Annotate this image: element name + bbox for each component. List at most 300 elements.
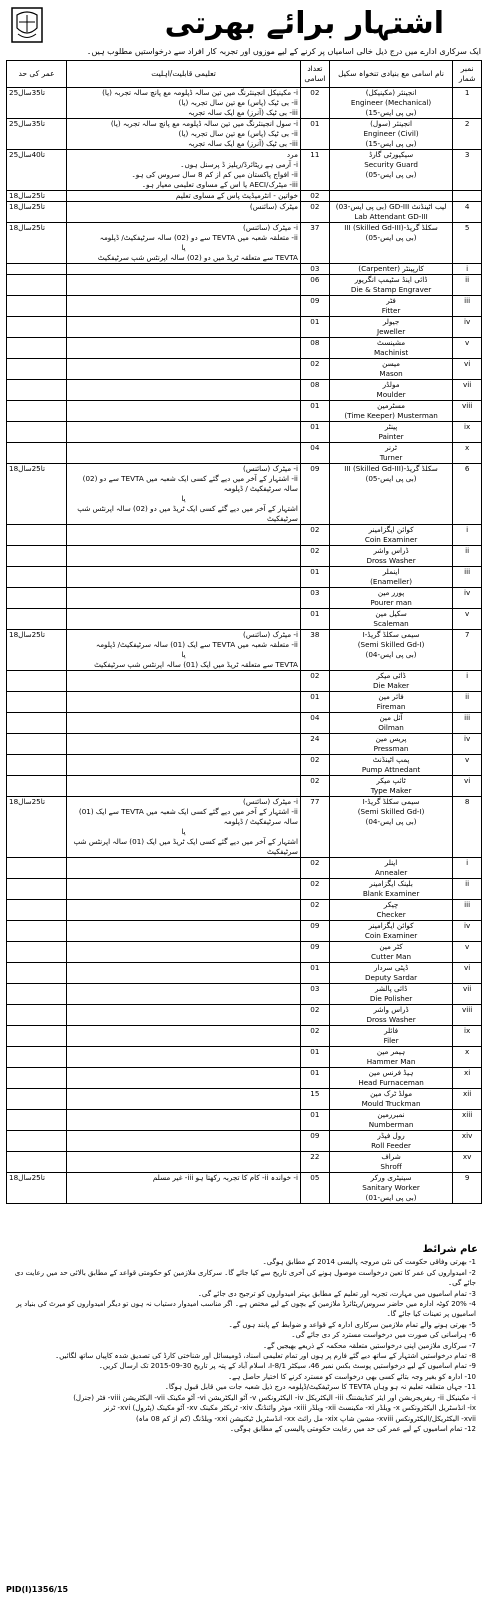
page-title: اشتہار برائے بھرتی	[164, 6, 444, 41]
age-limit-cell	[7, 296, 67, 317]
post-name-english: Die & Stamp Engraver	[350, 285, 432, 294]
post-name-english: Checker	[376, 910, 406, 919]
post-name-cell	[329, 1047, 453, 1068]
qualification-cell	[67, 317, 301, 338]
qualification-line: ii- بی ٹیک (پاس) مع تین سال تجربہ (یا)	[178, 98, 298, 107]
post-name-english: Security Guard	[364, 160, 418, 169]
age-limit-cell	[7, 443, 67, 464]
qualification-cell	[67, 223, 301, 264]
quantity-cell: 01	[300, 119, 329, 150]
post-name-cell	[329, 401, 453, 422]
terms-heading: عام شرائط	[422, 1244, 478, 1255]
post-name-urdu: سیمی سکلڈ گریڈ-I	[362, 797, 420, 806]
qualification-line: اشتہار کے آخر میں دیے گئے کسی ایک ٹریڈ میں ایک (01) سالہ اپرنٹس شپ سرٹیفکیٹ	[73, 837, 298, 856]
quantity-cell: 05	[300, 1173, 329, 1204]
serial-cell: vii	[453, 984, 482, 1005]
post-name-urdu: میسن	[382, 359, 401, 368]
age-limit-cell	[7, 1089, 67, 1110]
header-post-name: نام اسامی مع بنیادی تنخواہ سکیل	[329, 61, 453, 88]
qualification-cell	[67, 755, 301, 776]
serial-cell: xiii	[453, 1110, 482, 1131]
table-row	[7, 275, 482, 296]
table-row	[7, 609, 482, 630]
post-name-urdu: ڈائی اینڈ سٹیمپ انگریور	[354, 275, 428, 284]
age-limit-cell	[7, 858, 67, 879]
age-limit-cell	[7, 671, 67, 692]
post-name-urdu: سینیٹری ورکر	[370, 1173, 412, 1182]
serial-cell: iii	[453, 713, 482, 734]
post-name-cell	[329, 191, 453, 202]
term-item: xvii- الیکٹریکل/الیکٹرونکس xviii- مشین شاپ xix- مل رائٹ xx- انڈسٹریل ٹیکنیشن xxi- ویلڈنگ (کم از کم 08 ماہ)	[135, 1414, 476, 1423]
qualification-line: i- خواندہ ii- کام کا تجربہ رکھتا ہو iii- غیر مسلم	[152, 1173, 298, 1182]
qualification-cell	[67, 191, 301, 202]
quantity-cell: 09	[300, 942, 329, 963]
post-name-cell	[329, 879, 453, 900]
post-name-cell	[329, 1026, 453, 1047]
age-limit-cell	[7, 525, 67, 546]
table-row	[7, 671, 482, 692]
post-name-english: Lab Attendant GD-III	[354, 212, 428, 221]
table-row	[7, 264, 482, 275]
post-name-urdu: پریس مین	[375, 734, 407, 743]
quantity-cell: 04	[300, 443, 329, 464]
qualification-cell	[67, 1173, 301, 1204]
serial-cell: xiv	[453, 1131, 482, 1152]
quantity-cell: 38	[300, 630, 329, 671]
post-name-urdu: اینملر	[382, 567, 400, 576]
age-limit-cell	[7, 588, 67, 609]
age-limit-cell: 18تا25سال	[7, 797, 67, 858]
qualification-cell	[67, 1005, 301, 1026]
post-name-cell	[329, 443, 453, 464]
post-name-english: Pump Attnedant	[361, 765, 421, 774]
quantity-cell: 02	[300, 671, 329, 692]
qualification-cell	[67, 797, 301, 858]
age-limit-cell	[7, 1068, 67, 1089]
age-limit-cell	[7, 942, 67, 963]
age-limit-cell	[7, 317, 67, 338]
qualification-cell	[67, 776, 301, 797]
post-name-cell	[329, 609, 453, 630]
qualification-line: iii- میٹرک/AECI یا اس کے مساوی تعلیمی معیار ہو۔	[141, 180, 298, 189]
serial-cell: ii	[453, 275, 482, 296]
post-name-urdu: سیکیورٹی گارڈ	[369, 150, 414, 159]
age-limit-cell	[7, 359, 67, 380]
post-name-urdu: ڈراس واشر	[373, 546, 409, 555]
post-name-english: Sanitary Worker	[362, 1183, 420, 1192]
quantity-cell: 02	[300, 1026, 329, 1047]
quantity-cell: 09	[300, 921, 329, 942]
serial-cell: 7	[453, 630, 482, 671]
term-item: ix- انڈسٹریل الیکٹرونکس x- ویلڈر xi- مکینسٹ xii- ویلڈر xiii- موٹر وائنڈنگ xiv- ٹریکٹر مکینک xv- آٹو مکینک (پٹرول) xvi- ٹرنر	[103, 1404, 476, 1413]
serial-cell: iv	[453, 921, 482, 942]
term-item: 5- بھرتی ہونے والے تمام ملازمین سرکاری ادارہ کے قواعد و ضوابط کے پابند ہوں گے۔	[228, 1320, 476, 1329]
table-row	[7, 191, 482, 202]
qualification-cell	[67, 567, 301, 588]
serial-cell: 8	[453, 797, 482, 858]
post-name-cell	[329, 380, 453, 401]
serial-cell: 1	[453, 88, 482, 119]
post-name-english: Fireman	[376, 702, 406, 711]
table-row	[7, 443, 482, 464]
post-name-urdu: ڈائی پالشر	[374, 984, 408, 993]
post-name-urdu: سکیل مین	[375, 609, 407, 618]
quantity-cell: 02	[300, 525, 329, 546]
post-name-cell	[329, 119, 453, 150]
post-name-urdu: انجینئر (مکینیکل)	[365, 88, 417, 97]
qualification-cell	[67, 1131, 301, 1152]
qualification-cell	[67, 275, 301, 296]
post-name-urdu: ڈراس واشر	[373, 1005, 409, 1014]
quantity-cell: 11	[300, 150, 329, 191]
post-name-english: Head Furnaceman	[358, 1078, 424, 1087]
age-limit-cell	[7, 546, 67, 567]
qualification-line: ii- بی ٹیک (پاس) مع تین سال تجربہ (یا)	[178, 129, 298, 138]
qualification-cell	[67, 464, 301, 525]
table-row	[7, 734, 482, 755]
qualification-line: یا	[181, 243, 186, 252]
age-limit-cell	[7, 609, 67, 630]
qualification-line: i- مکینیکل انجینئرنگ میں تین سالہ ڈپلومہ مع پانچ سالہ تجربہ (یا)	[102, 88, 298, 97]
vacancies-table	[6, 60, 482, 1204]
post-name-english: Hammer Man	[366, 1057, 416, 1066]
serial-cell: viii	[453, 1005, 482, 1026]
qualification-cell	[67, 202, 301, 223]
age-limit-cell: 18تا25سال	[7, 202, 67, 223]
table-row	[7, 1131, 482, 1152]
quantity-cell: 01	[300, 1047, 329, 1068]
age-limit-cell	[7, 401, 67, 422]
age-limit-cell	[7, 1152, 67, 1173]
quantity-cell: 04	[300, 713, 329, 734]
serial-cell: iii	[453, 567, 482, 588]
post-name-urdu: مسٹرمین	[377, 401, 405, 410]
post-name-urdu: کٹر مین	[379, 942, 403, 951]
post-name-cell	[329, 546, 453, 567]
post-name-urdu: فٹر	[386, 296, 396, 305]
serial-cell: 4	[453, 202, 482, 223]
age-limit-cell: 25تا40سال	[7, 150, 67, 191]
serial-cell: xii	[453, 1089, 482, 1110]
header-quantity: تعداد اسامی	[300, 61, 329, 88]
post-name-english: Coin Examiner	[364, 931, 418, 940]
qualification-line: ii- افواج پاکستان میں کم از کم 8 سال سروس کی ہو۔	[131, 170, 298, 179]
quantity-cell: 01	[300, 422, 329, 443]
quantity-cell: 02	[300, 755, 329, 776]
post-name-english: Painter	[378, 432, 404, 441]
qualification-line: i- میٹرک (سائنس)	[243, 797, 298, 806]
serial-cell: iii	[453, 296, 482, 317]
post-name-cell	[329, 1173, 453, 1204]
post-name-cell	[329, 1110, 453, 1131]
qualification-cell	[67, 1110, 301, 1131]
post-name-cell	[329, 202, 453, 223]
table-body	[7, 88, 482, 1204]
table-row	[7, 380, 482, 401]
age-limit-cell	[7, 338, 67, 359]
post-name-cell	[329, 1131, 453, 1152]
table-row	[7, 630, 482, 671]
post-name-cell	[329, 942, 453, 963]
post-name-cell	[329, 88, 453, 119]
qualification-cell	[67, 963, 301, 984]
term-item: 12- تمام اسامیوں کے لیے عمر کی حد میں رعایت حکومتی پالیسی کے مطابق ہوگی۔	[229, 1424, 476, 1433]
quantity-cell: 77	[300, 797, 329, 858]
post-name-cell	[329, 858, 453, 879]
table-row	[7, 984, 482, 1005]
post-name-urdu: آئل مین	[379, 713, 403, 722]
qualification-line: TEVTA سے متعلقہ ٹریڈ میں دو (02) سالہ اپرنٹس شپ سرٹیفکیٹ	[97, 253, 298, 262]
term-item: 11- جہاں متعلقہ تعلیم نہ ہو وہاں TEVTA کا سرٹیفکیٹ/ڈپلومہ درج ذیل شعبہ جات میں قابل قبول ہوگا۔	[164, 1383, 476, 1392]
qualification-line: مرد	[286, 150, 298, 159]
post-name-cell	[329, 900, 453, 921]
table-row	[7, 150, 482, 191]
post-name-english: Type Maker	[370, 786, 412, 795]
qualification-cell	[67, 879, 301, 900]
post-name-cell	[329, 1068, 453, 1089]
term-item: 10- ادارہ کو بغیر وجہ بتائے کسی بھی درخواست کو مسترد کرنے کا اختیار حاصل ہے۔	[228, 1372, 476, 1381]
post-name-english: Engineer (Civil)	[363, 129, 419, 138]
general-terms	[6, 1245, 482, 1575]
qualification-line: iii- بی ٹیک (آنرز) مع ایک سالہ تجربہ	[188, 139, 298, 148]
age-limit-cell: 18تا25سال	[7, 464, 67, 525]
term-item: 8- تمام درخواستیں اشتہار کے ساتھ دیے گئے فارم پر ہوں اور تمام تعلیمی اسناد، ڈومیسائل اور شناختی کارڈ کی تصدیق شدہ کاپیاں ساتھ لگائیں۔	[55, 1352, 476, 1361]
quantity-cell: 08	[300, 380, 329, 401]
post-name-cell	[329, 671, 453, 692]
post-name-urdu: سیمی سکلڈ گریڈ-I	[362, 630, 420, 639]
table-row	[7, 338, 482, 359]
qualification-cell	[67, 88, 301, 119]
qualification-cell	[67, 630, 301, 671]
pay-scale: (بی پی ایس-05)	[365, 170, 417, 179]
pay-scale: (بی پی ایس-01)	[365, 1193, 417, 1202]
qualification-cell	[67, 422, 301, 443]
serial-cell: i	[453, 671, 482, 692]
quantity-cell: 24	[300, 734, 329, 755]
qualification-cell	[67, 264, 301, 275]
quantity-cell: 02	[300, 359, 329, 380]
quantity-cell: 02	[300, 776, 329, 797]
quantity-cell: 06	[300, 275, 329, 296]
post-name-english: Die Maker	[372, 681, 410, 690]
quantity-cell: 01	[300, 1110, 329, 1131]
quantity-cell: 01	[300, 401, 329, 422]
pay-scale: (بی پی ایس-04)	[365, 817, 417, 826]
qualification-cell	[67, 921, 301, 942]
serial-cell: xv	[453, 1152, 482, 1173]
qualification-cell	[67, 150, 301, 191]
table-row	[7, 1005, 482, 1026]
table-row	[7, 776, 482, 797]
serial-cell: viii	[453, 401, 482, 422]
post-name-english: Cutter Man	[371, 952, 412, 961]
serial-cell: 9	[453, 1173, 482, 1204]
qualification-cell	[67, 296, 301, 317]
post-name-english: Blank Examiner	[362, 889, 420, 898]
pay-scale: (بی پی ایس-05)	[365, 474, 417, 483]
post-name-urdu: انجینئر (سول)	[370, 119, 413, 128]
post-name-english: (Enameller)	[370, 577, 413, 586]
qualification-line: ii- اشتہار کے آخر میں دیے گئے کسی ایک شعبہ میں TEVTA سے ایک (01) سالہ سرٹیفکیٹ / ڈپلومہ	[78, 807, 298, 826]
quantity-cell: 08	[300, 338, 329, 359]
table-row	[7, 401, 482, 422]
age-limit-cell: 18تا25سال	[7, 1173, 67, 1204]
pay-scale: (بی پی ایس-15)	[365, 139, 417, 148]
term-item: 3- تمام اسامیوں میں مہارت، تجربہ اور تعلیم کے مطابق بہتر امیدواروں کو ترجیح دی جائے گی۔	[197, 1289, 476, 1298]
post-name-cell	[329, 776, 453, 797]
qualification-line: ii- متعلقہ شعبہ میں TEVTA سے دو (02) سالہ سرٹیفکیٹ/ ڈپلومہ	[99, 233, 298, 242]
quantity-cell: 02	[300, 202, 329, 223]
post-name-english: Pressman	[373, 744, 409, 753]
age-limit-cell	[7, 567, 67, 588]
post-name-urdu: اینلر	[384, 858, 398, 867]
quantity-cell: 09	[300, 296, 329, 317]
qualification-line: i- آرمی ہے ریٹائرڈ/ریلیز ڈ پرسنل ہوں۔	[180, 160, 298, 169]
serial-cell: vi	[453, 963, 482, 984]
qualification-cell	[67, 525, 301, 546]
serial-cell: x	[453, 1047, 482, 1068]
quantity-cell: 02	[300, 1005, 329, 1026]
pay-scale: (بی پی ایس-15)	[365, 108, 417, 117]
quantity-cell: 02	[300, 858, 329, 879]
serial-cell: v	[453, 338, 482, 359]
age-limit-cell	[7, 1047, 67, 1068]
qualification-line: میٹرک (سائنس)	[249, 202, 298, 211]
quantity-cell: 01	[300, 609, 329, 630]
post-name-english: Roll Feeder	[371, 1141, 411, 1150]
post-name-urdu: نمبررمین	[377, 1110, 405, 1119]
quantity-cell: 01	[300, 317, 329, 338]
post-name-urdu: شراف	[381, 1152, 401, 1161]
post-name-urdu: مولڈر	[382, 380, 400, 389]
age-limit-cell	[7, 1005, 67, 1026]
qualification-cell	[67, 1047, 301, 1068]
qualification-cell	[67, 713, 301, 734]
age-limit-cell: 25تا35سال	[7, 119, 67, 150]
qualification-line: i- میٹرک (سائنس)	[243, 223, 298, 232]
post-name-urdu: کارپینٹر (Carpenter)	[358, 264, 424, 273]
post-name-urdu: سکلڈ گریڈ-III (Skilled Gd-III)	[344, 223, 438, 232]
post-name-urdu: جیولر	[382, 317, 400, 326]
qualification-line: i- میٹرک (سائنس)	[243, 630, 298, 639]
qualification-cell	[67, 1068, 301, 1089]
pid-number: PID(I)1356/15	[6, 1585, 69, 1594]
quantity-cell: 15	[300, 1089, 329, 1110]
post-name-english: Engineer (Mechanical)	[350, 98, 432, 107]
post-name-urdu: پورر مین	[377, 588, 405, 597]
serial-cell	[453, 191, 482, 202]
age-limit-cell	[7, 921, 67, 942]
post-name-english: Pourer man	[370, 598, 412, 607]
serial-cell: 2	[453, 119, 482, 150]
table-row	[7, 223, 482, 264]
serial-cell: ii	[453, 546, 482, 567]
table-row	[7, 1047, 482, 1068]
post-name-cell	[329, 692, 453, 713]
serial-cell: 5	[453, 223, 482, 264]
qualification-cell	[67, 900, 301, 921]
post-name-urdu: پینٹر	[384, 422, 398, 431]
header	[6, 4, 482, 46]
post-name-english: Scaleman	[373, 619, 409, 628]
age-limit-cell	[7, 879, 67, 900]
post-name-urdu: لیب اٹینڈنٹ GD-III (بی پی ایس-03)	[335, 202, 447, 211]
post-name-english: Mould Truckman	[361, 1099, 421, 1108]
qualification-line: iii- بی ٹیک (آنرز) مع ایک سالہ تجربہ	[188, 108, 298, 117]
serial-cell: x	[453, 443, 482, 464]
age-limit-cell	[7, 264, 67, 275]
term-item: 7- سرکاری ملازمین اپنی درخواستیں متعلقہ محکمہ کے ذریعے بھیجیں گے۔	[262, 1341, 476, 1350]
post-name-english: Mason	[379, 369, 403, 378]
post-name-english: Fitter	[381, 306, 401, 315]
post-name-cell	[329, 630, 453, 671]
table-row	[7, 119, 482, 150]
serial-cell: 6	[453, 464, 482, 525]
table-row	[7, 713, 482, 734]
serial-cell: ii	[453, 879, 482, 900]
quantity-cell: 02	[300, 879, 329, 900]
post-name-english: (Semi Skilled Gd-I)	[357, 807, 425, 816]
post-name-english: (Semi Skilled Gd-I)	[357, 640, 425, 649]
table-row	[7, 879, 482, 900]
age-limit-cell	[7, 755, 67, 776]
qualification-line: ii- متعلقہ شعبہ میں TEVTA سے ایک (01) سالہ سرٹیفکیٹ/ ڈپلومہ	[95, 640, 298, 649]
qualification-cell	[67, 401, 301, 422]
post-name-english: (Time Keeper) Musterman	[344, 411, 438, 420]
post-name-cell	[329, 734, 453, 755]
post-name-english: Jeweller	[376, 327, 406, 336]
post-name-cell	[329, 1005, 453, 1026]
quantity-cell: 01	[300, 692, 329, 713]
table-row	[7, 1173, 482, 1204]
post-name-english: Die Polisher	[369, 994, 413, 1003]
quantity-cell: 02	[300, 88, 329, 119]
table-row	[7, 588, 482, 609]
quantity-cell: 03	[300, 984, 329, 1005]
qualification-cell	[67, 338, 301, 359]
header-serial: نمبر شمار	[453, 61, 482, 88]
table-row	[7, 858, 482, 879]
post-name-cell	[329, 359, 453, 380]
serial-cell: ix	[453, 422, 482, 443]
post-name-english: Coin Examiner	[364, 535, 418, 544]
term-item: 4- 20% کوٹہ ادارہ میں حاضر سروس/ریٹائرڈ ملازمین کے بچوں کے لیے مختص ہے۔ اگر مناسب امیدوار دستیاب نہ ہوں تو دیگر امیدواروں کو میرٹ کی بنیاد پر اسامیوں پر تعینات کیا جائے گا۔	[16, 1300, 476, 1319]
qualification-cell	[67, 546, 301, 567]
post-name-english: Oilman	[378, 723, 404, 732]
serial-cell: ii	[453, 692, 482, 713]
post-name-cell	[329, 567, 453, 588]
qualification-cell	[67, 443, 301, 464]
qualification-cell	[67, 942, 301, 963]
serial-cell: i	[453, 525, 482, 546]
serial-cell: v	[453, 755, 482, 776]
quantity-cell: 09	[300, 1131, 329, 1152]
quantity-cell: 02	[300, 546, 329, 567]
post-name-urdu: رول فیڈر	[377, 1131, 405, 1140]
post-name-cell	[329, 755, 453, 776]
serial-cell: iv	[453, 317, 482, 338]
table-row	[7, 88, 482, 119]
table-row	[7, 1089, 482, 1110]
age-limit-cell	[7, 984, 67, 1005]
table-row	[7, 567, 482, 588]
qualification-line: خواتین - انٹرمیڈیٹ پاس کے مساوی تعلیم	[175, 191, 298, 200]
age-limit-cell	[7, 1026, 67, 1047]
header-qualification: تعلیمی قابلیت/اہلیت	[67, 61, 301, 88]
term-item: 9- تمام اسامیوں کے لیے درخواستیں پوسٹ بکس نمبر 46، سیکٹر I-8/1، اسلام آباد کے پتہ پر تاریخ 30-09-2015 تک ارسال کریں۔	[98, 1362, 476, 1371]
serial-cell: 3	[453, 150, 482, 191]
qualification-line: TEVTA سے متعلقہ ٹریڈ میں ایک (01) سالہ اپرنٹس شپ سرٹیفکیٹ	[94, 660, 298, 669]
